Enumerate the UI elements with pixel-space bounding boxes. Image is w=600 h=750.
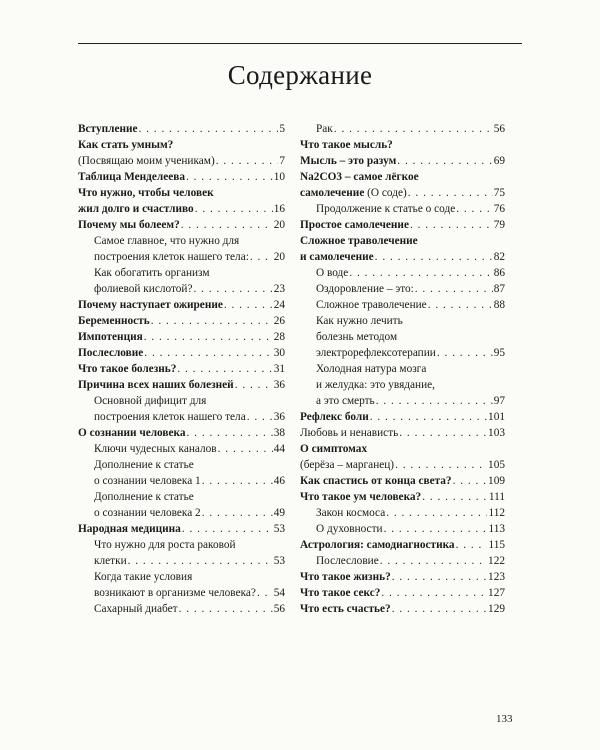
- dot-leader: [257, 585, 273, 601]
- toc-entry: [78, 169, 285, 185]
- toc-entry-text: Почему мы болеем?: [78, 219, 180, 231]
- toc-entry-line: [300, 489, 505, 505]
- toc-entry-text: о сознании человека 2: [94, 507, 201, 519]
- toc-entry-line: [300, 585, 505, 601]
- toc-entry-line: [316, 281, 505, 297]
- toc-entry-text: и самолечение: [300, 251, 374, 263]
- toc-page-number: 69: [493, 155, 505, 167]
- dot-leader: [410, 217, 493, 233]
- toc-entry: [78, 537, 285, 569]
- toc-page-number: 113: [488, 523, 505, 535]
- dot-leader: [422, 489, 488, 505]
- toc-entry-line: [78, 345, 285, 361]
- toc-entry-line: [316, 521, 505, 537]
- dot-leader: [334, 121, 493, 137]
- toc-entry-text: Таблица Менделеева: [78, 171, 185, 183]
- toc-entry-text: Послесловие: [316, 555, 379, 567]
- toc-entry-text: О сознании человека: [78, 427, 186, 439]
- toc-page-number: 54: [273, 587, 285, 599]
- toc-entry-line: [94, 569, 285, 585]
- toc-entry: [300, 217, 505, 233]
- toc-page-number: 87: [493, 283, 505, 295]
- toc-entry-line: [78, 217, 285, 233]
- toc-entry: [78, 297, 285, 313]
- toc-entry-line: [316, 377, 505, 393]
- toc-entry-text: Что такое болезнь?: [78, 363, 177, 375]
- toc-entry-line: [94, 233, 285, 249]
- toc-entry-text: Na2CO3 – самое лёгкое: [300, 171, 419, 183]
- toc-entry-text: электрорефлексотерапии: [316, 347, 436, 359]
- toc-page-number: 20: [273, 251, 285, 263]
- toc-entry-text: Как обогатить организм: [94, 267, 210, 279]
- toc-entry-line: [94, 585, 285, 601]
- toc-entry-text: Рефлекс боли: [300, 411, 369, 423]
- toc-entry-text: Оздоровление – это:: [316, 283, 414, 295]
- dot-leader: [186, 169, 273, 185]
- toc-entry: [78, 569, 285, 601]
- toc-entry-line: [78, 313, 285, 329]
- toc-entry-line: [78, 169, 285, 185]
- toc-page-number: 46: [273, 475, 285, 487]
- toc-page-number: 20: [273, 219, 285, 231]
- toc-entry-text: жил долго и счастливо: [78, 203, 194, 215]
- dot-leader: [376, 393, 493, 409]
- toc-page-number: 28: [273, 331, 285, 343]
- toc-entry-text: Холодная натура мозга: [316, 363, 427, 375]
- toc-entry: [78, 137, 285, 153]
- toc-page-number: 10: [273, 171, 285, 183]
- toc-entry-text: о сознании человека 1: [94, 475, 201, 487]
- toc-entry-text: Народная медицина: [78, 523, 181, 535]
- toc-entry-line: [300, 569, 505, 585]
- toc-entry-text: болезнь методом: [316, 331, 398, 343]
- toc-entry-text: фолиевой кислотой?: [94, 283, 193, 295]
- toc-entry: [300, 537, 505, 553]
- toc-entry-line: [78, 153, 285, 169]
- toc-entry: [300, 153, 505, 169]
- toc-entry-text: Послесловие: [78, 347, 144, 359]
- toc-page-number: 109: [488, 475, 505, 487]
- toc-entry: [78, 185, 285, 217]
- toc-page-number: 23: [273, 283, 285, 295]
- toc-entry: [78, 329, 285, 345]
- toc-entry-text: самолечение: [300, 187, 365, 199]
- toc-entry-line: [94, 249, 285, 265]
- toc-page-number: 31: [273, 363, 285, 375]
- toc-entry: [78, 265, 285, 297]
- dot-leader: [395, 457, 487, 473]
- toc-entry-line: [78, 425, 285, 441]
- toc-entry-text: возникают в организме человека?: [94, 587, 256, 599]
- toc-entry-line: [94, 265, 285, 281]
- toc-entry-line: [316, 265, 505, 281]
- toc-entry-line: [300, 441, 505, 457]
- toc-entry: [300, 281, 505, 297]
- toc-entry-line: [300, 473, 505, 489]
- toc-page-number: 56: [273, 603, 285, 615]
- toc-entry-line: [300, 217, 505, 233]
- toc-page-number: 88: [493, 299, 505, 311]
- toc-entry: [300, 457, 505, 473]
- toc-entry: [78, 121, 285, 137]
- toc-entry-line: [300, 601, 505, 617]
- toc-page-number: 26: [273, 315, 285, 327]
- dot-leader: [224, 297, 273, 313]
- dot-leader: [399, 425, 487, 441]
- toc-page-number: 53: [273, 523, 285, 535]
- toc-entry: [300, 553, 505, 569]
- dot-leader: [181, 217, 273, 233]
- toc-page-number: 122: [488, 555, 505, 567]
- toc-entry-text: Причина всех наших болезней: [78, 379, 234, 391]
- toc-entry: [78, 521, 285, 537]
- toc-page-number: 38: [273, 427, 285, 439]
- toc-entry-line: [78, 137, 285, 153]
- toc-page-number: 75: [493, 187, 505, 199]
- toc-entry-text: Дополнение к статье: [94, 491, 194, 503]
- toc-entry-text: Продолжение к статье о соде: [316, 203, 456, 215]
- toc-page-number: 112: [488, 507, 505, 519]
- toc-entry-line: [300, 249, 505, 265]
- toc-entry: [78, 217, 285, 233]
- toc-entry-line: [316, 313, 505, 329]
- dot-leader: [415, 281, 493, 297]
- toc-entry-text: Астрология: самодиагностика: [300, 539, 455, 551]
- toc-entry-text: Мысль – это разум: [300, 155, 397, 167]
- dot-leader: [202, 505, 273, 521]
- toc-entry-line: [94, 393, 285, 409]
- toc-entry-line: [78, 521, 285, 537]
- toc-entry-line: [316, 329, 505, 345]
- toc-entry-text: Что нужно, чтобы человек: [78, 187, 214, 199]
- toc-entry: [300, 233, 505, 265]
- toc-entry-text: Что такое мысль?: [300, 139, 393, 151]
- dot-leader: [151, 313, 273, 329]
- toc-entry-text: и желудка: это увядание,: [316, 379, 435, 391]
- toc-entry-text: Как спастись от конца света?: [300, 475, 452, 487]
- toc-entry-text: Закон космоса: [316, 507, 386, 519]
- dot-leader: [182, 521, 273, 537]
- toc-entry-text: Дополнение к статье: [94, 459, 194, 471]
- toc-entry-text: построения клеток нашего тела:: [94, 251, 249, 263]
- toc-entry-text: Вступление: [78, 123, 138, 135]
- dot-leader: [380, 553, 487, 569]
- toc-entry-line: [316, 345, 505, 361]
- toc-entry: [78, 377, 285, 393]
- dot-leader: [179, 601, 273, 617]
- dot-leader: [408, 185, 493, 201]
- toc-entry: [300, 137, 505, 153]
- toc-entry-line: [300, 153, 505, 169]
- toc-page-number: 101: [488, 411, 505, 423]
- toc-entry-line: [94, 473, 285, 489]
- dot-leader: [370, 409, 487, 425]
- toc-page-number: 115: [488, 539, 505, 551]
- dot-leader: [349, 265, 492, 281]
- toc-entry: [78, 601, 285, 617]
- toc-entry-text: О воде: [316, 267, 349, 279]
- toc-entry-text: Что есть счастье?: [300, 603, 391, 615]
- toc-entry-line: [316, 393, 505, 409]
- header-rule: [78, 43, 522, 44]
- toc-entry-text: Сложное траволечение: [300, 235, 418, 247]
- toc-entry: [78, 361, 285, 377]
- dot-leader: [144, 345, 272, 361]
- dot-leader: [177, 361, 272, 377]
- dot-leader: [195, 201, 273, 217]
- toc-entry-text: Рак: [316, 123, 333, 135]
- toc-entry-line: [78, 361, 285, 377]
- toc-entry-text: (Посвящаю моим ученикам): [78, 155, 215, 167]
- toc-entry-line: [300, 169, 505, 185]
- toc-entry: [78, 345, 285, 361]
- toc-page-number: 123: [488, 571, 505, 583]
- toc-page-number: 24: [273, 299, 285, 311]
- toc-entry-line: [78, 201, 285, 217]
- toc-entry-text: Как нужно лечить: [316, 315, 403, 327]
- dot-leader: [235, 377, 273, 393]
- toc-entry: [300, 489, 505, 505]
- toc-entry: [78, 489, 285, 521]
- toc-entry-text: Почему наступает ожирение: [78, 299, 223, 311]
- toc-page-number: 56: [493, 123, 505, 135]
- toc-entry-line: [300, 537, 505, 553]
- dot-leader: [216, 153, 279, 169]
- toc-page-number: 105: [488, 459, 505, 471]
- dot-leader: [397, 153, 492, 169]
- toc-entry-line: [300, 137, 505, 153]
- toc-page-number: 16: [273, 203, 285, 215]
- dot-leader: [250, 249, 273, 265]
- toc-entry: [300, 585, 505, 601]
- toc-entry: [300, 569, 505, 585]
- dot-leader: [139, 121, 279, 137]
- toc-page-number: 103: [488, 427, 505, 439]
- dot-leader: [437, 345, 493, 361]
- toc-entry: [300, 409, 505, 425]
- toc-entry-line: [300, 457, 505, 473]
- toc-entry: [300, 521, 505, 537]
- dot-leader: [202, 473, 273, 489]
- toc-entry: [300, 121, 505, 137]
- dot-leader: [384, 521, 488, 537]
- toc-page-number: 95: [493, 347, 505, 359]
- toc-entry: [78, 425, 285, 441]
- toc-entry-line: [94, 409, 285, 425]
- toc-entry: [300, 441, 505, 457]
- toc-entry-line: [78, 297, 285, 313]
- toc-page-number: 7: [279, 155, 285, 167]
- toc-entry-text: Что нужно для роста раковой: [94, 539, 236, 551]
- toc-entry-text: Что такое ум человека?: [300, 491, 422, 503]
- toc-page-number: 111: [488, 491, 505, 503]
- toc-page-number: 44: [273, 443, 285, 455]
- toc-page-number: 36: [273, 411, 285, 423]
- toc-entry: [300, 425, 505, 441]
- toc-entry: [300, 169, 505, 185]
- toc-entry-line: [316, 553, 505, 569]
- dot-leader: [193, 281, 272, 297]
- dot-leader: [375, 249, 493, 265]
- toc-right-column: [300, 121, 505, 617]
- page-title: Содержание: [227, 60, 373, 90]
- toc-entry-line: [316, 505, 505, 521]
- toc-entry-line: [300, 233, 505, 249]
- toc-entry-line: [94, 601, 285, 617]
- dot-leader: [247, 409, 273, 425]
- toc-entry-text: О духовности: [316, 523, 383, 535]
- dot-leader: [392, 601, 487, 617]
- toc-entry-text: Беременность: [78, 315, 150, 327]
- dot-leader: [144, 329, 273, 345]
- toc-entry-line: [78, 185, 285, 201]
- toc-entry: [300, 185, 505, 201]
- toc-page-number: 86: [493, 267, 505, 279]
- toc-entry-line: [94, 281, 285, 297]
- toc-entry: [300, 297, 505, 313]
- toc-entry-text: Что такое жизнь?: [300, 571, 391, 583]
- toc-entry: [300, 601, 505, 617]
- toc-entry-text: (берёза – марганец): [300, 459, 395, 471]
- toc-entry-line: [94, 553, 285, 569]
- toc-page-number: 97: [493, 395, 505, 407]
- dot-leader: [456, 201, 492, 217]
- toc-entry-text: построения клеток нашего тела: [94, 411, 246, 423]
- toc-entry: [78, 457, 285, 489]
- toc-entry-line: [94, 441, 285, 457]
- toc-entry-line: [94, 457, 285, 473]
- toc-entry-line: [94, 489, 285, 505]
- toc-page-number: 53: [273, 555, 285, 567]
- toc-page-number: 82: [493, 251, 505, 263]
- toc-entry: [300, 265, 505, 281]
- toc-page-number: 36: [273, 379, 285, 391]
- dot-leader: [428, 297, 493, 313]
- toc-entry-line: [94, 505, 285, 521]
- toc-entry-line: [316, 361, 505, 377]
- toc-entry-line: [78, 121, 285, 137]
- toc-entry: [78, 393, 285, 425]
- toc-entry-line: [316, 297, 505, 313]
- toc-page-number: 76: [493, 203, 505, 215]
- dot-leader: [453, 473, 487, 489]
- toc-page-number: 30: [273, 347, 285, 359]
- toc-entry: [300, 313, 505, 361]
- dot-leader: [381, 585, 487, 601]
- toc-entry-line: [316, 121, 505, 137]
- toc-page-number: 49: [273, 507, 285, 519]
- toc-entry: [300, 473, 505, 489]
- toc-entry-line: [78, 377, 285, 393]
- toc-entry-text: Сложное траволечение: [316, 299, 427, 311]
- toc-entry: [300, 361, 505, 409]
- toc-page-number: 5: [279, 123, 285, 135]
- dot-leader: [128, 553, 273, 569]
- toc-entry-line: [300, 185, 505, 201]
- dot-leader: [392, 569, 487, 585]
- toc-entry-text: Ключи чудесных каналов: [94, 443, 217, 455]
- toc-entry-text: Сахарный диабет: [94, 603, 178, 615]
- toc-entry: [300, 201, 505, 217]
- toc-entry-text: Основной дифицит для: [94, 395, 207, 407]
- toc-page-number: 129: [488, 603, 505, 615]
- toc-entry-line: [316, 201, 505, 217]
- toc-entry-text: Любовь и ненависть: [300, 427, 399, 439]
- toc-entry: [78, 153, 285, 169]
- toc-entry-line: [94, 537, 285, 553]
- toc-entry-text: Как стать умным?: [78, 139, 174, 151]
- toc-entry-line: [300, 409, 505, 425]
- toc-entry-text: О симптомах: [300, 443, 368, 455]
- toc-entry-text: клетки: [94, 555, 127, 567]
- toc-entry-suffix: (О соде): [364, 187, 407, 199]
- dot-leader: [218, 441, 273, 457]
- toc-page-number: 79: [493, 219, 505, 231]
- toc-entry-text: Что такое секс?: [300, 587, 381, 599]
- dot-leader: [187, 425, 273, 441]
- toc-left-column: [78, 121, 285, 617]
- toc-entry: [78, 441, 285, 457]
- toc-entry-text: Самое главное, что нужно для: [94, 235, 240, 247]
- toc-entry: [300, 505, 505, 521]
- toc-entry-text: Простое самолечение: [300, 219, 409, 231]
- toc-entry-line: [300, 425, 505, 441]
- page-number: 133: [496, 713, 513, 725]
- toc-entry-text: а это смерть: [316, 395, 375, 407]
- toc-entry: [78, 233, 285, 265]
- toc-entry-text: Импотенция: [78, 331, 143, 343]
- toc-entry: [78, 313, 285, 329]
- toc-entry-text: Когда такие условия: [94, 571, 193, 583]
- dot-leader: [456, 537, 488, 553]
- toc-entry-line: [78, 329, 285, 345]
- toc-page-number: 127: [488, 587, 505, 599]
- dot-leader: [386, 505, 487, 521]
